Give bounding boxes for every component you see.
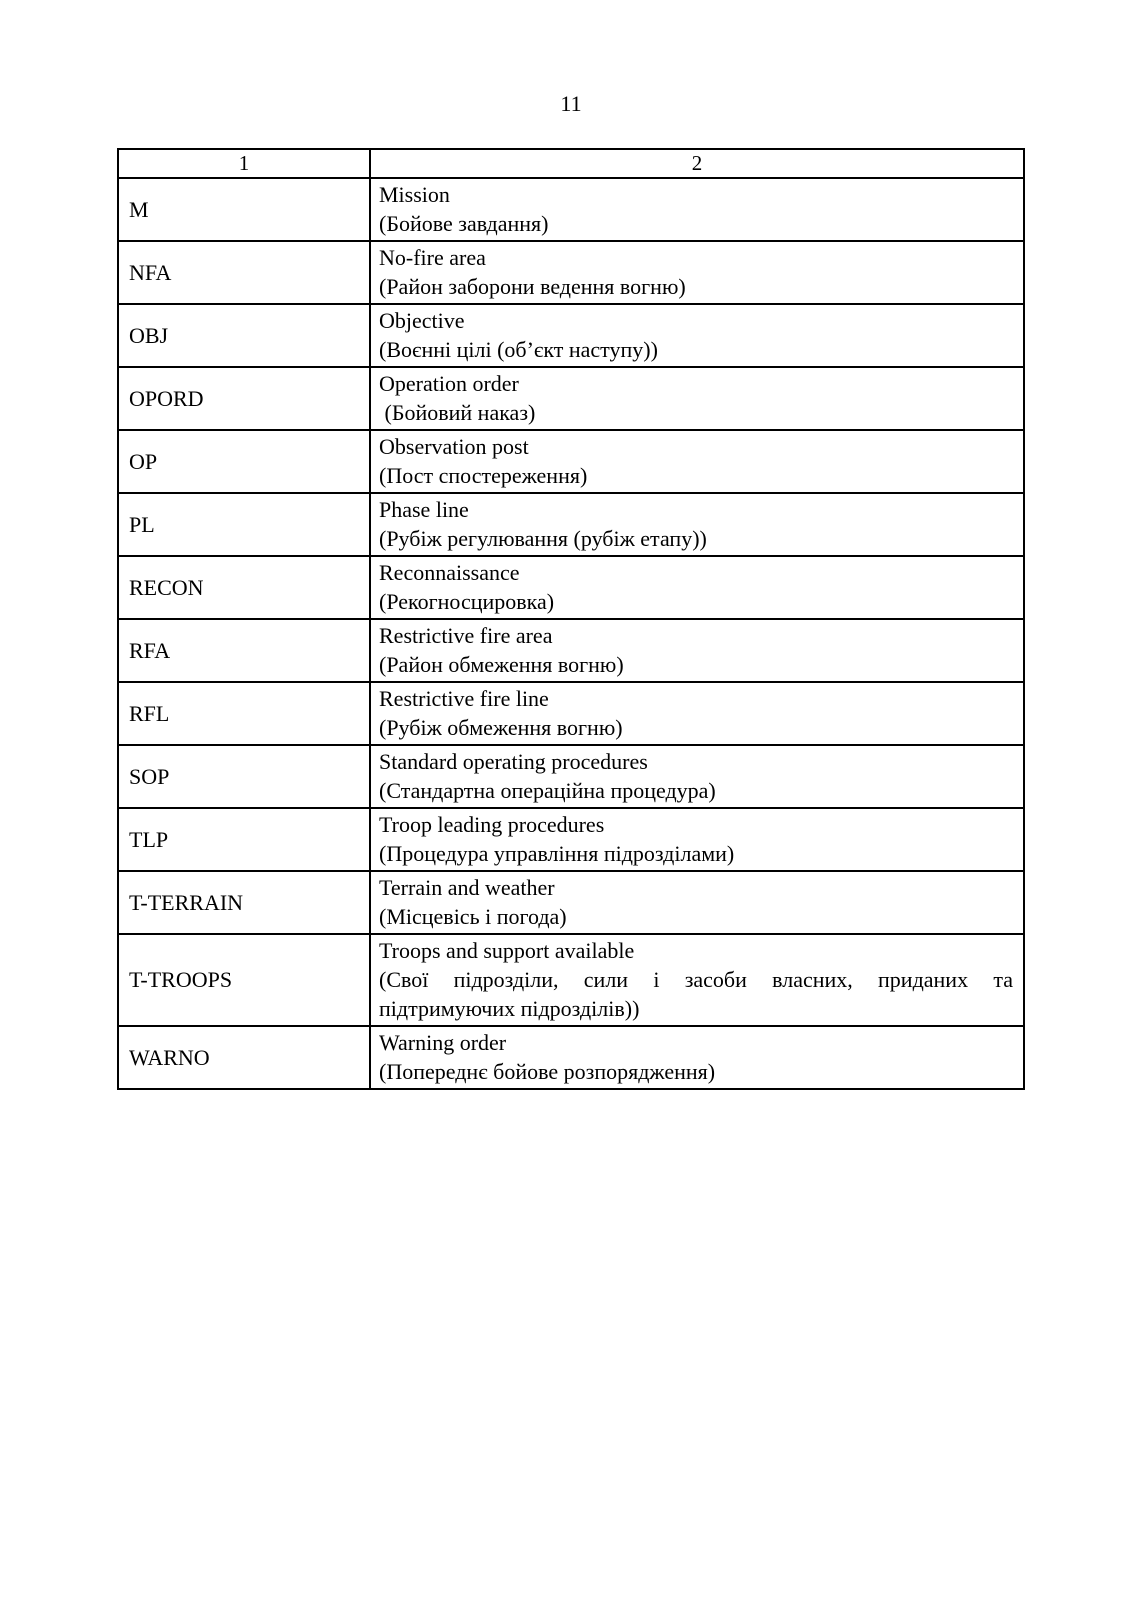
header-column-2: 2 — [370, 149, 1024, 178]
english-term: Reconnaissance — [379, 560, 520, 585]
table-row — [118, 808, 1024, 871]
abbreviation-cell — [118, 808, 370, 871]
ukrainian-translation: (Воєнні цілі (об’єкт наступу)) — [379, 337, 658, 362]
abbreviation-label: RFA — [129, 637, 171, 663]
abbreviation-label: NFA — [129, 259, 172, 285]
ukrainian-translation: (Район заборони ведення вогню) — [379, 274, 686, 299]
description-cell — [370, 619, 1024, 682]
ukrainian-translation: (Рубіж регулювання (рубіж етапу)) — [379, 526, 707, 551]
abbreviation-label: TLP — [129, 826, 169, 852]
abbreviation-cell — [118, 934, 370, 1026]
ukrainian-translation: (Попереднє бойове розпорядження) — [379, 1059, 716, 1084]
abbreviation-cell — [118, 619, 370, 682]
table-row — [118, 934, 1024, 1026]
ukrainian-translation: (Бойовий наказ) — [379, 400, 536, 425]
abbreviation-label: SOP — [129, 763, 170, 789]
page-number: 11 — [560, 91, 582, 116]
ukrainian-translation: (Бойове завдання) — [379, 211, 549, 236]
ukrainian-translation: (Процедура управління підрозділами) — [379, 841, 735, 866]
abbreviation-label: PL — [129, 511, 155, 537]
abbreviation-label: M — [129, 196, 149, 222]
ukrainian-translation: (Пост спостереження) — [379, 463, 588, 488]
english-term: Observation post — [379, 434, 529, 459]
description-cell — [370, 1026, 1024, 1089]
description-cell — [370, 556, 1024, 619]
english-term: Objective — [379, 308, 465, 333]
description-cell — [370, 241, 1024, 304]
abbreviation-cell — [118, 367, 370, 430]
description-cell — [370, 682, 1024, 745]
abbreviation-label: OPORD — [129, 385, 204, 411]
abbreviation-label: WARNO — [129, 1044, 210, 1070]
abbreviation-cell — [118, 556, 370, 619]
description-cell — [370, 367, 1024, 430]
description-cell — [370, 430, 1024, 493]
abbreviation-cell — [118, 682, 370, 745]
abbreviation-cell — [118, 430, 370, 493]
ukrainian-translation: (Стандартна операційна процедура) — [379, 778, 716, 803]
table-row — [118, 556, 1024, 619]
abbreviation-cell — [118, 178, 370, 241]
abbreviation-cell — [118, 1026, 370, 1089]
english-term: Troops and support available — [379, 938, 635, 963]
table-row — [118, 430, 1024, 493]
abbreviation-label: OP — [129, 448, 158, 474]
abbreviations-table — [117, 148, 1025, 1090]
english-term: Restrictive fire area — [379, 623, 553, 648]
description-cell — [370, 808, 1024, 871]
ukrainian-translation: (Район обмеження вогню) — [379, 652, 624, 677]
ukrainian-translation: (Місцевісь і погода) — [379, 904, 567, 929]
abbreviation-cell — [118, 745, 370, 808]
table-row — [118, 493, 1024, 556]
ukrainian-translation: (Свої підрозділи, сили і засоби власних, приданих та підтримуючих підрозділів)) — [379, 967, 1013, 1021]
english-term: Warning order — [379, 1030, 507, 1055]
description-cell — [370, 934, 1024, 1026]
description-cell — [370, 304, 1024, 367]
table-row — [118, 619, 1024, 682]
header-column-1: 1 — [118, 149, 370, 178]
abbreviation-label: T-TERRAIN — [129, 889, 244, 915]
ukrainian-translation: (Рекогносцировка) — [379, 589, 555, 614]
table-row — [118, 745, 1024, 808]
table-header — [118, 149, 1024, 178]
english-term: Mission — [379, 182, 450, 207]
description-cell — [370, 745, 1024, 808]
english-term: Phase line — [379, 497, 469, 522]
description-cell — [370, 493, 1024, 556]
table-row — [118, 241, 1024, 304]
table-body — [118, 178, 1024, 1089]
abbreviation-label: T-TROOPS — [129, 967, 233, 992]
table-row — [118, 871, 1024, 934]
english-term: Terrain and weather — [379, 875, 555, 900]
table-row — [118, 682, 1024, 745]
table-row — [118, 367, 1024, 430]
abbreviation-cell — [118, 493, 370, 556]
description-cell — [370, 178, 1024, 241]
english-term: Troop leading procedures — [379, 812, 605, 837]
english-term: Operation order — [379, 371, 519, 396]
header-row — [118, 149, 1024, 178]
abbreviation-cell — [118, 241, 370, 304]
table-row — [118, 1026, 1024, 1089]
abbreviation-cell — [118, 871, 370, 934]
ukrainian-translation: (Рубіж обмеження вогню) — [379, 715, 623, 740]
abbreviation-cell — [118, 304, 370, 367]
description-cell — [370, 871, 1024, 934]
abbreviation-label: RFL — [129, 700, 170, 726]
english-term: Restrictive fire line — [379, 686, 549, 711]
english-term: Standard operating procedures — [379, 749, 648, 774]
abbreviation-label: OBJ — [129, 322, 169, 348]
abbreviation-label: RECON — [129, 574, 204, 600]
table-row — [118, 304, 1024, 367]
table-row — [118, 178, 1024, 241]
english-term: No-fire area — [379, 245, 486, 270]
